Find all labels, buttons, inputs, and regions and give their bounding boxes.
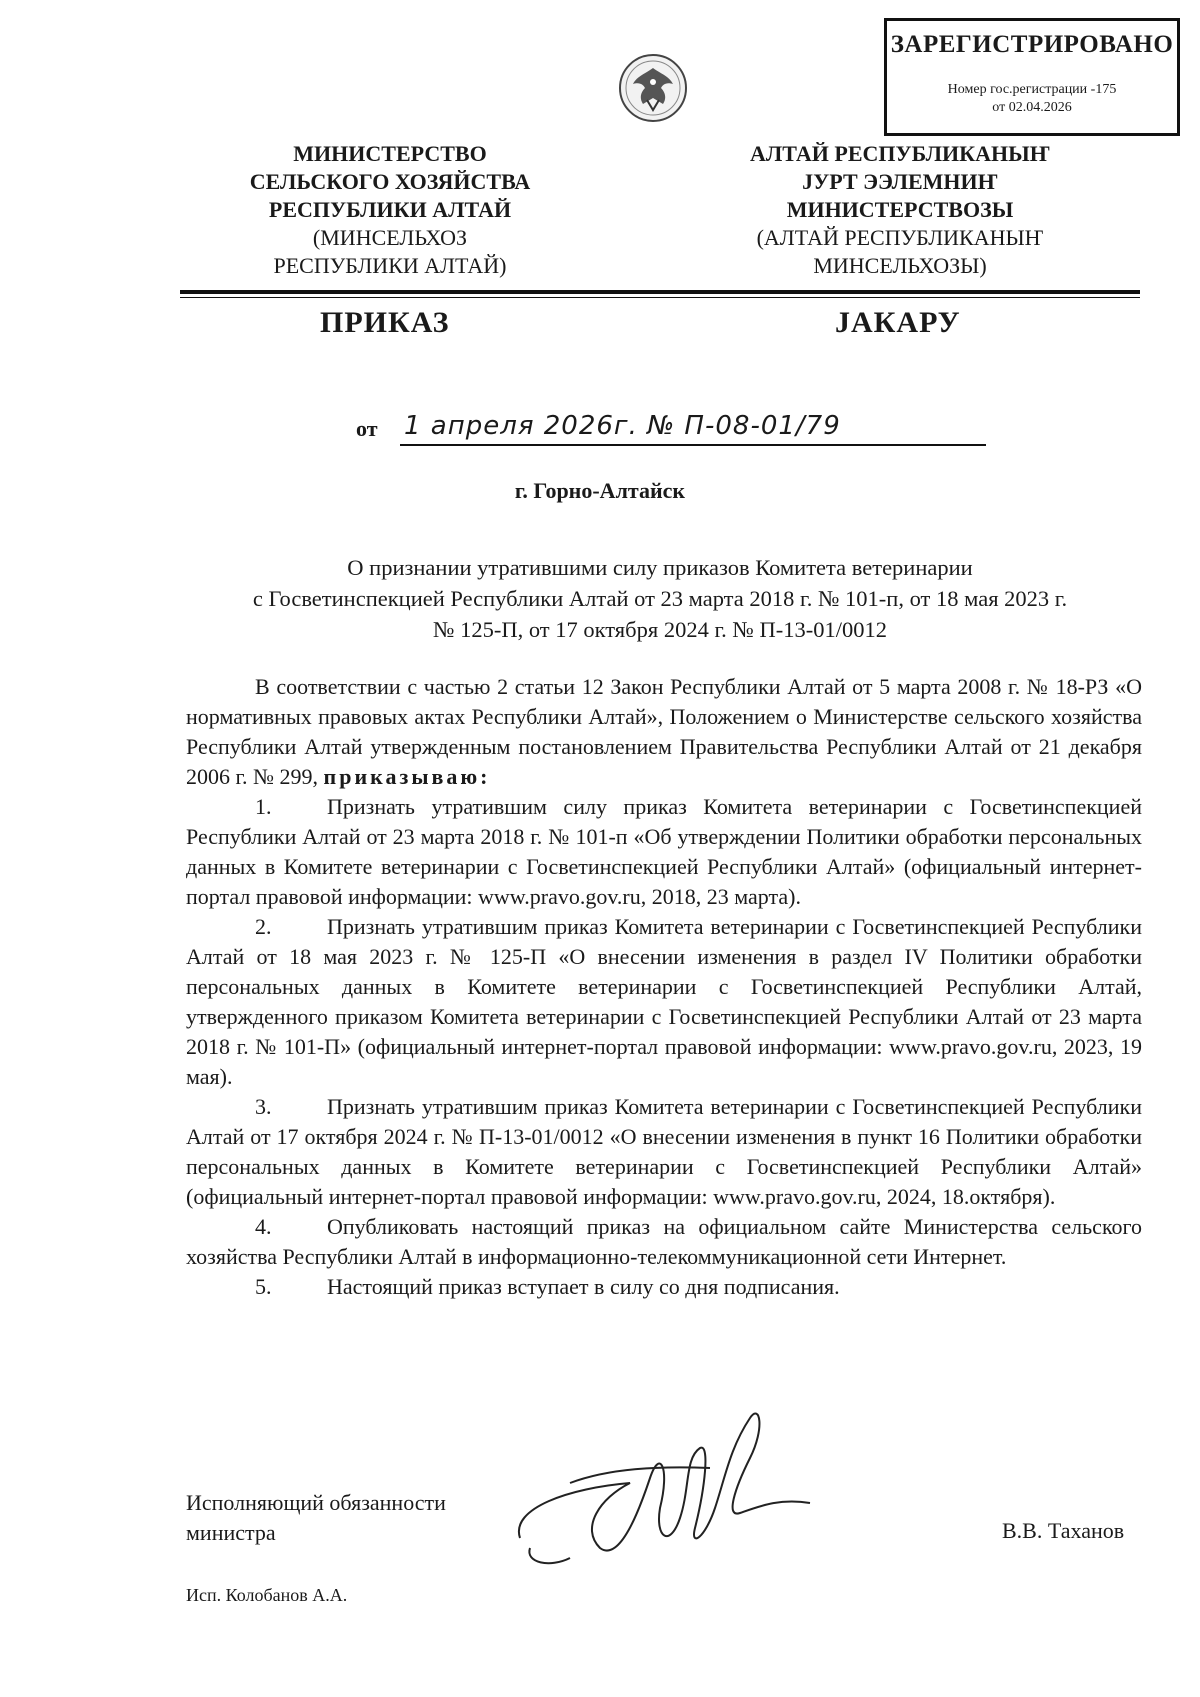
signer-title-line1: Исполняющий обязанности (186, 1490, 446, 1515)
executor: Исп. Колобанов А.А. (186, 1585, 348, 1605)
item-text: Признать утратившим приказ Комитета ветеринарии с Госветинспекцией Республики Алтай от 17 октября 2024 г. № П-13-01/0012 «О внесении изменения в пункт 16 Политики обработки персональных данных в Комитете ветеринарии с Госветинспекцией Республики Алтай» (официальный интернет-портал правовой информации: www.pravo.gov.ru, 2024, 18.октября). (186, 1094, 1142, 1209)
org-left-line5: РЕСПУБЛИКИ АЛТАЙ) (273, 253, 507, 278)
title-line1: О признании утратившими силу приказов Комитета ветеринарии (347, 555, 973, 580)
list-item (186, 1212, 1142, 1272)
item-number: 1. (255, 794, 272, 819)
coat-of-arms-icon (617, 52, 689, 124)
doc-type-russian: ПРИКАЗ (320, 306, 450, 339)
item-text: Признать утратившим силу приказ Комитета ветеринарии с Госветинспекцией Республики Алтай от 23 марта 2018 г. № 101-п «Об утверждении Политики обработки персональных данных в Комитете ветеринарии с Госветинспекцией Республики Алтай» (официальный интернет-портал правовой информации: www.pravo.gov.ru, 2018, 23 марта). (186, 794, 1142, 909)
item-number: 2. (255, 914, 272, 939)
signer-title-line2: министра (186, 1520, 276, 1545)
registration-number: Номер гос.регистрации -175 (947, 82, 1117, 97)
document-body (186, 672, 1142, 1302)
ministry-name-altai (700, 140, 1100, 280)
doc-type-altai: ЈАКАРУ (835, 306, 961, 339)
ministry-name-russian (180, 140, 600, 280)
list-item (186, 792, 1142, 912)
org-right-line2: ЈУРТ ЭЭЛЕМНИҤ (802, 169, 998, 194)
date-prefix: от (356, 416, 378, 441)
signer-title (186, 1488, 446, 1548)
org-right-line3: МИНИСТЕРСТВОЗЫ (786, 197, 1014, 222)
registration-title: ЗАРЕГИСТРИРОВАНО (890, 31, 1174, 58)
order-word: приказываю: (323, 764, 491, 789)
list-item (186, 1092, 1142, 1212)
org-left-line2: СЕЛЬСКОГО ХОЗЯЙСТВА (249, 169, 531, 194)
handwritten-signature (510, 1388, 820, 1578)
list-item (186, 1272, 1142, 1302)
item-text: Опубликовать настоящий приказ на официальном сайте Министерства сельского хозяйства Республики Алтай в информационно-телекоммуникационной сети Интернет. (186, 1214, 1142, 1269)
preamble-text: В соответствии с частью 2 статьи 12 Закон Республики Алтай от 5 марта 2008 г. № 18-РЗ «О нормативных правовых актах Республики Алтай», Положением о Министерстве сельского хозяйства Республики Алтай утвержденным постановлением Правительства Республики Алтай от 21 декабря 2006 г. № 299, (186, 674, 1142, 789)
org-left-line1: МИНИСТЕРСТВО (293, 141, 487, 166)
header-divider (180, 290, 1140, 294)
registration-date: от 02.04.2026 (992, 100, 1072, 115)
preamble-paragraph (186, 672, 1142, 792)
org-right-line1: АЛТАЙ РЕСПУБЛИКАНЫҤ (750, 141, 1050, 166)
document-title (180, 552, 1140, 645)
org-right-line5: МИНСЕЛЬХОЗЫ) (813, 253, 987, 278)
org-left-line3: РЕСПУБЛИКИ АЛТАЙ (268, 197, 512, 222)
handwritten-date-number: 1 апреля 2026г. № П-08-01/79 (400, 412, 986, 446)
item-number: 5. (255, 1274, 272, 1299)
item-number: 4. (255, 1214, 272, 1239)
item-text: Настоящий приказ вступает в силу со дня подписания. (327, 1274, 840, 1299)
title-line2: с Госветинспекцией Республики Алтай от 23 марта 2018 г. № 101-п, от 18 мая 2023 г. (252, 586, 1068, 611)
signer-name: В.В. Таханов (1002, 1518, 1125, 1543)
registration-stamp (884, 18, 1180, 136)
header-divider-thin (180, 297, 1140, 298)
org-right-line4: (АЛТАЙ РЕСПУБЛИКАНЫҤ (756, 225, 1044, 250)
org-left-line4: (МИНСЕЛЬХОЗ (312, 225, 468, 250)
list-item (186, 912, 1142, 1092)
title-line3: № 125-П, от 17 октября 2024 г. № П-13-01/0012 (433, 617, 887, 642)
item-text: Признать утратившим приказ Комитета ветеринарии с Госветинспекцией Республики Алтай от 18 мая 2023 г. № 125-П «О внесении изменения в раздел IV Политики обработки персональных данных в Комитете ветеринарии с Госветинспекцией Республики Алтай, утвержденного приказом Комитета ветеринарии с Госветинспекцией Республики Алтай от 23 марта 2018 г. № 101-П» (официальный интернет-портал правовой информации: www.pravo.gov.ru, 2023, 19 мая). (186, 914, 1142, 1089)
city: г. Горно-Алтайск (514, 478, 686, 503)
item-number: 3. (255, 1094, 272, 1119)
